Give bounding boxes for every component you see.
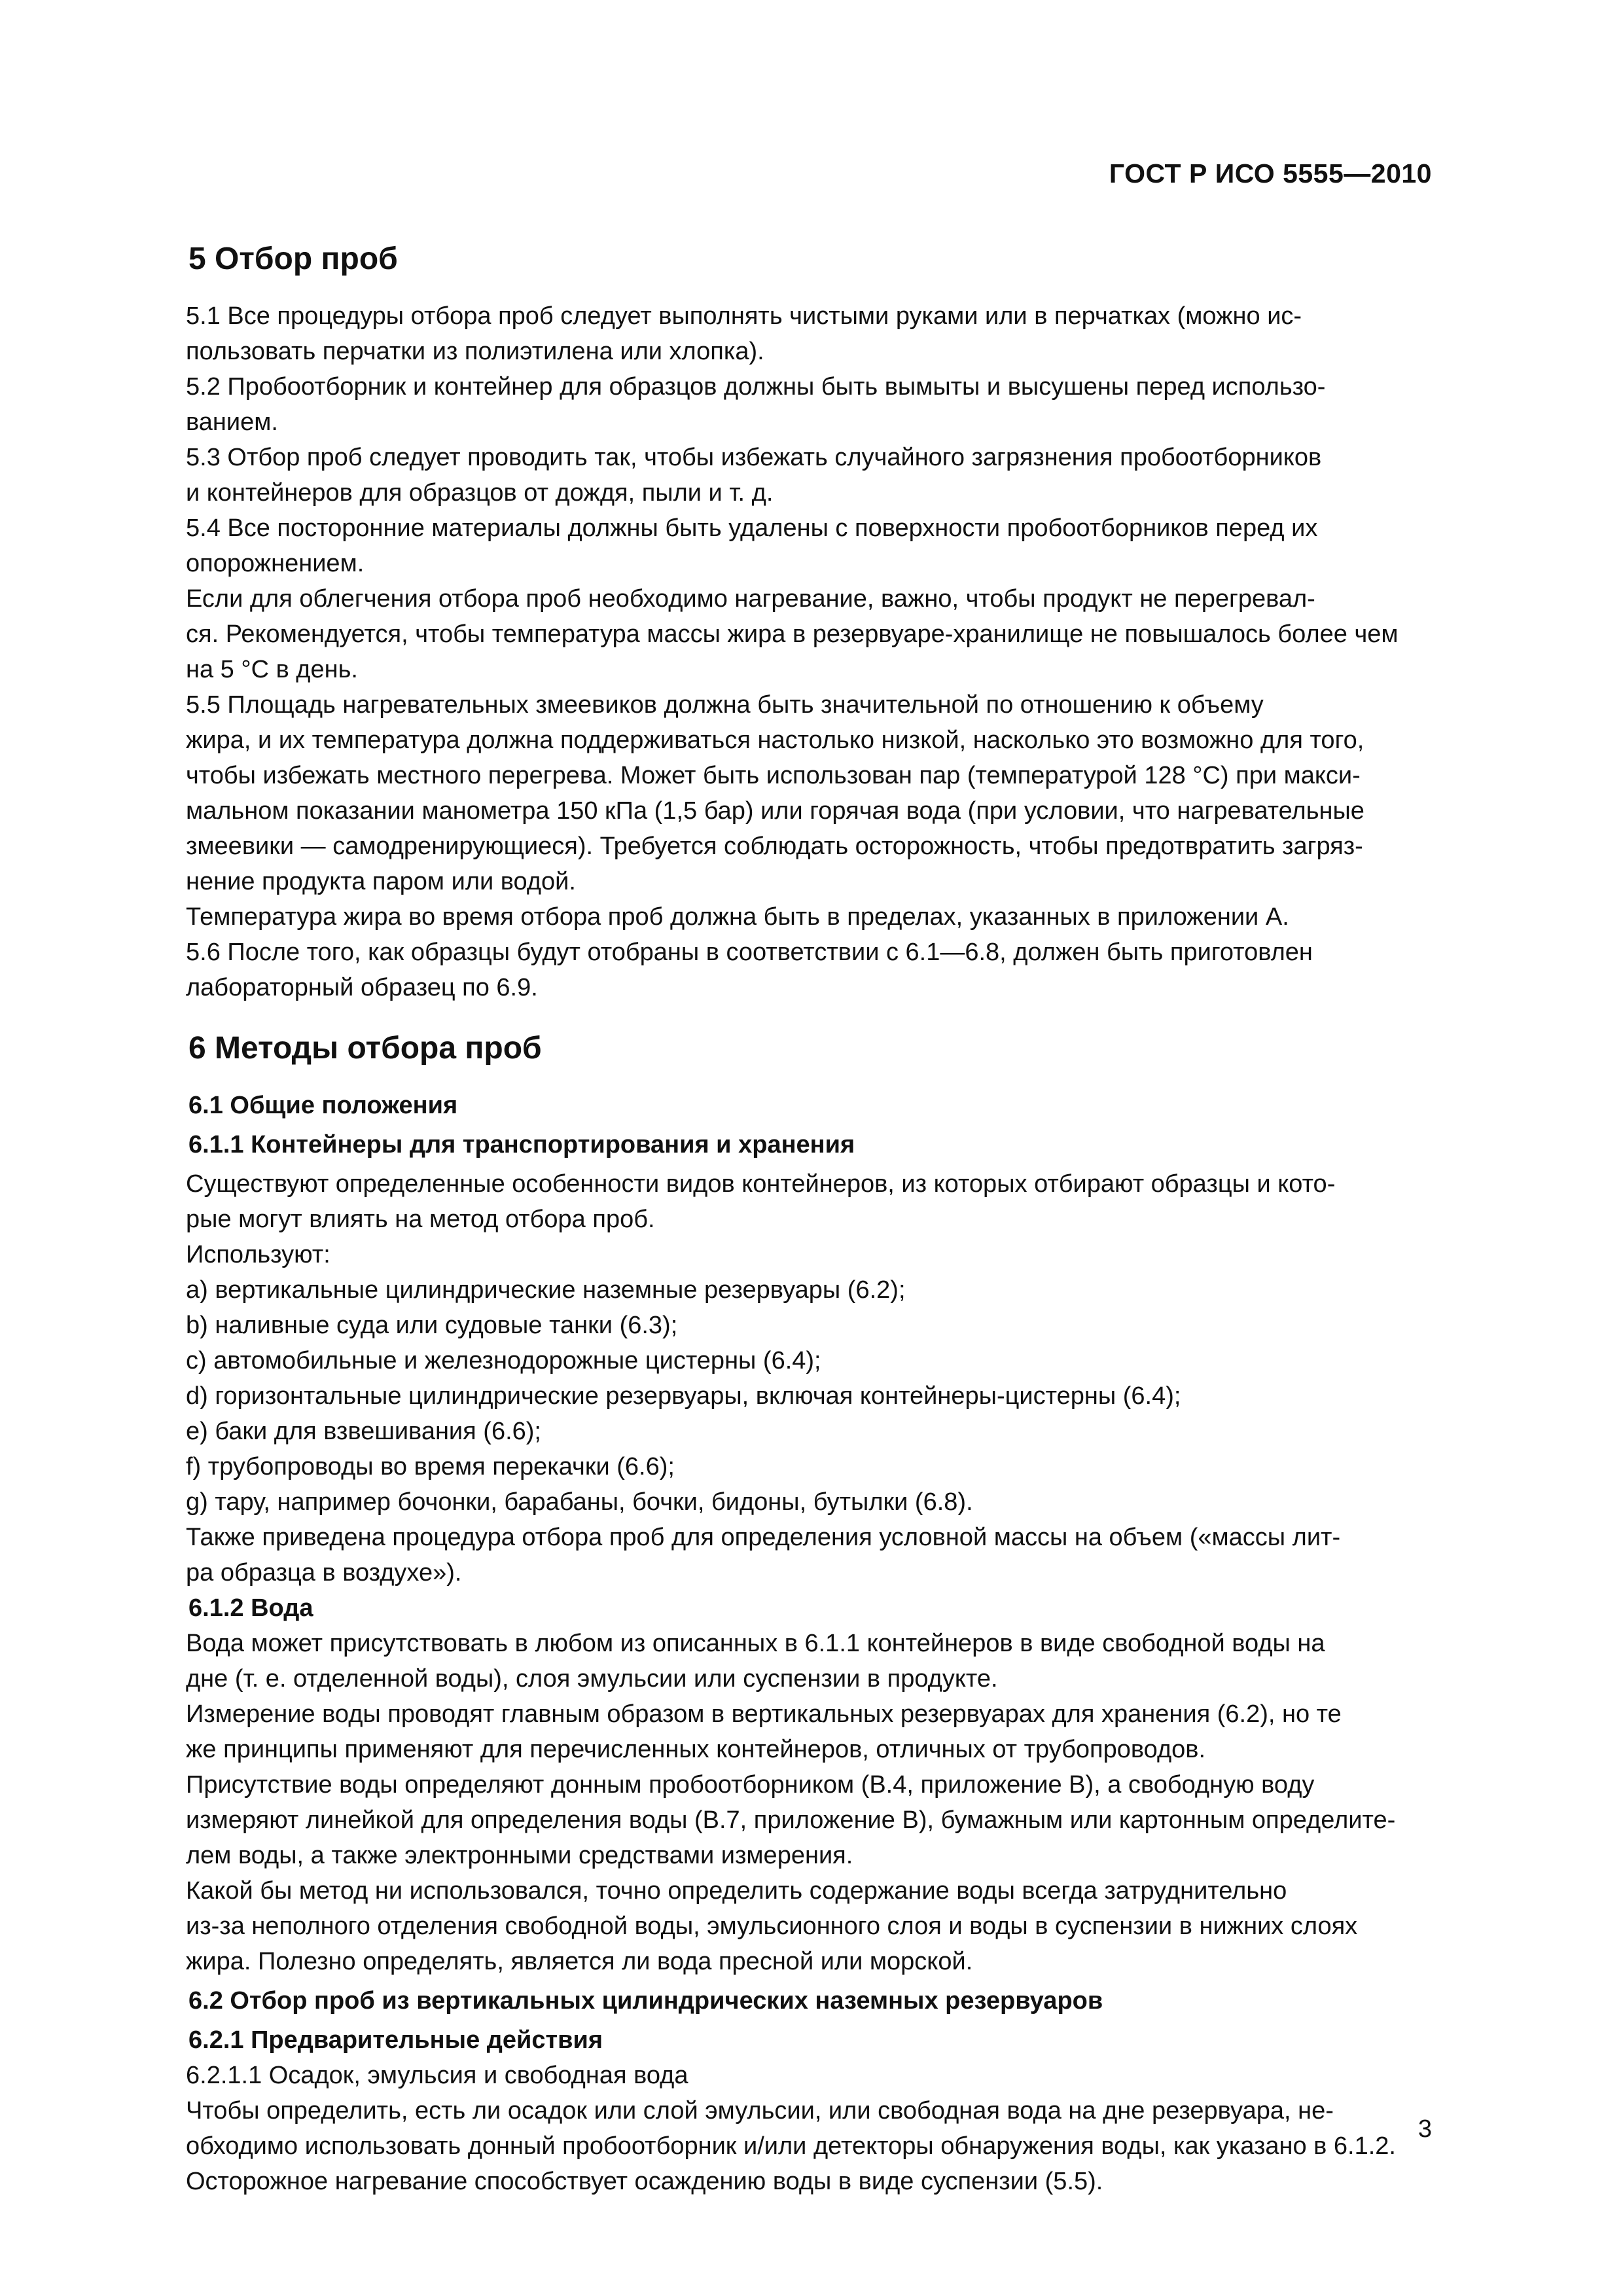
section-6-2-1-text (186, 2058, 1440, 2199)
text-line: 5.4 Все посторонние материалы должны быть удалены с поверхности пробоотборников перед их (186, 514, 1318, 542)
text-line: Используют: (186, 1241, 330, 1268)
section-6-1-2-text (186, 1626, 1440, 1979)
text-line: 5.3 Отбор проб следует проводить так, чтобы избежать случайного загрязнения пробоотборников (186, 444, 1322, 471)
text-line: Вода может присутствовать в любом из описанных в 6.1.1 контейнеров в виде свободной воды на (186, 1630, 1325, 1657)
text-line: 5.1 Все процедуры отбора проб следует выполнять чистыми руками или в перчатках (можно ис- (186, 302, 1302, 330)
text-line: g) тару, например бочонки, барабаны, бочки, бидоны, бутылки (6.8). (186, 1488, 973, 1516)
text-line: лабораторный образец по 6.9. (186, 974, 538, 1001)
section-6-1-2-title: 6.1.2 Вода (188, 1594, 313, 1622)
text-line: 5.5 Площадь нагревательных змеевиков должна быть значительной по отношению к объему (186, 691, 1264, 719)
text-line: f) трубопроводы во время перекачки (6.6); (186, 1453, 675, 1480)
text-line: измеряют линейкой для определения воды (В.7, приложение В), бумажным или картонным определите- (186, 1806, 1396, 1834)
document-code: ГОСТ Р ИСО 5555—2010 (1109, 158, 1432, 188)
section-6-1-1-text (186, 1166, 1440, 1590)
page-number: 3 (1418, 2115, 1432, 2143)
section-6-1-1-title: 6.1.1 Контейнеры для транспортирования и хранения (188, 1131, 855, 1158)
text-line: же принципы применяют для перечисленных контейнеров, отличных от трубопроводов. (186, 1736, 1205, 1763)
text-line: ся. Рекомендуется, чтобы температура массы жира в резервуаре-хранилище не повышалось более чем (186, 620, 1399, 648)
text-line: Присутствие воды определяют донным пробоотборником (В.4, приложение В), а свободную воду (186, 1771, 1315, 1799)
text-line: пользовать перчатки из полиэтилена или хлопка). (186, 338, 764, 365)
text-line: Температура жира во время отбора проб должна быть в пределах, указанных в приложении А. (186, 903, 1289, 931)
text-line: ра образца в воздухе»). (186, 1559, 462, 1587)
text-line: жира, и их температура должна поддерживаться настолько низкой, насколько это возможно для того, (186, 726, 1364, 754)
section-6-2-1-title: 6.2.1 Предварительные действия (188, 2026, 603, 2054)
text-line: обходимо использовать донный пробоотборник и/или детекторы обнаружения воды, как указано в 6.1.2. (186, 2132, 1396, 2160)
text-line: 5.6 После того, как образцы будут отобраны в соответствии с 6.1—6.8, должен быть приготовлен (186, 939, 1313, 966)
section-5-title: 5 Отбор проб (188, 242, 398, 276)
text-line: c) автомобильные и железнодорожные цистерны (6.4); (186, 1347, 821, 1374)
text-line: нение продукта паром или водой. (186, 868, 576, 895)
text-line: Какой бы метод ни использовался, точно определить содержание воды всегда затруднительно (186, 1877, 1287, 1905)
text-line: змеевики — самодренирующиеся). Требуется соблюдать осторожность, чтобы предотвратить загряз- (186, 833, 1363, 860)
text-line: мальном показании манометра 150 кПа (1,5 бар) или горячая вода (при условии, что нагревательные (186, 797, 1364, 825)
text-line: опорожнением. (186, 550, 365, 577)
text-line: Если для облегчения отбора проб необходимо нагревание, важно, чтобы продукт не перегревал- (186, 585, 1315, 613)
text-line: Также приведена процедура отбора проб для определения условной массы на объем («массы лит- (186, 1524, 1341, 1551)
section-6-1-title: 6.1 Общие положения (188, 1092, 458, 1119)
text-line: из-за неполного отделения свободной воды, эмульсионного слоя и воды в суспензии в нижних слоях (186, 1912, 1358, 1940)
text-line: b) наливные суда или судовые танки (6.3); (186, 1312, 678, 1339)
text-line: дне (т. е. отделенной воды), слоя эмульсии или суспензии в продукте. (186, 1665, 998, 1693)
section-5-text (186, 298, 1440, 1005)
text-line: Чтобы определить, есть ли осадок или слой эмульсии, или свободная вода на дне резервуара, не- (186, 2097, 1334, 2125)
text-line: Осторожное нагревание способствует осаждению воды в виде суспензии (5.5). (186, 2168, 1103, 2195)
text-line: e) баки для взвешивания (6.6); (186, 1418, 541, 1445)
text-line: чтобы избежать местного перегрева. Может быть использован пар (температурой 128 °С) при макси- (186, 762, 1361, 789)
text-line: рые могут влиять на метод отбора проб. (186, 1206, 655, 1233)
text-line: и контейнеров для образцов от дождя, пыли и т. д. (186, 479, 774, 507)
text-line: лем воды, а также электронными средствами измерения. (186, 1842, 853, 1869)
text-line: ванием. (186, 408, 278, 436)
text-line: d) горизонтальные цилиндрические резервуары, включая контейнеры-цистерны (6.4); (186, 1382, 1181, 1410)
text-line: Измерение воды проводят главным образом в вертикальных резервуарах для хранения (6.2), но те (186, 1700, 1342, 1728)
text-line: 5.2 Пробоотборник и контейнер для образцов должны быть вымыты и высушены перед использо- (186, 373, 1326, 401)
text-line: a) вертикальные цилиндрические наземные резервуары (6.2); (186, 1276, 906, 1304)
text-line: на 5 °С в день. (186, 656, 358, 683)
text-line: 6.2.1.1 Осадок, эмульсия и свободная вода (186, 2062, 688, 2089)
section-6-title: 6 Методы отбора проб (188, 1031, 542, 1066)
text-line: жира. Полезно определять, является ли вода пресной или морской. (186, 1948, 973, 1975)
text-line: Существуют определенные особенности видов контейнеров, из которых отбирают образцы и кото- (186, 1170, 1336, 1198)
document-body (186, 236, 1440, 2199)
section-6-2-title: 6.2 Отбор проб из вертикальных цилиндрических наземных резервуаров (188, 1987, 1103, 2015)
